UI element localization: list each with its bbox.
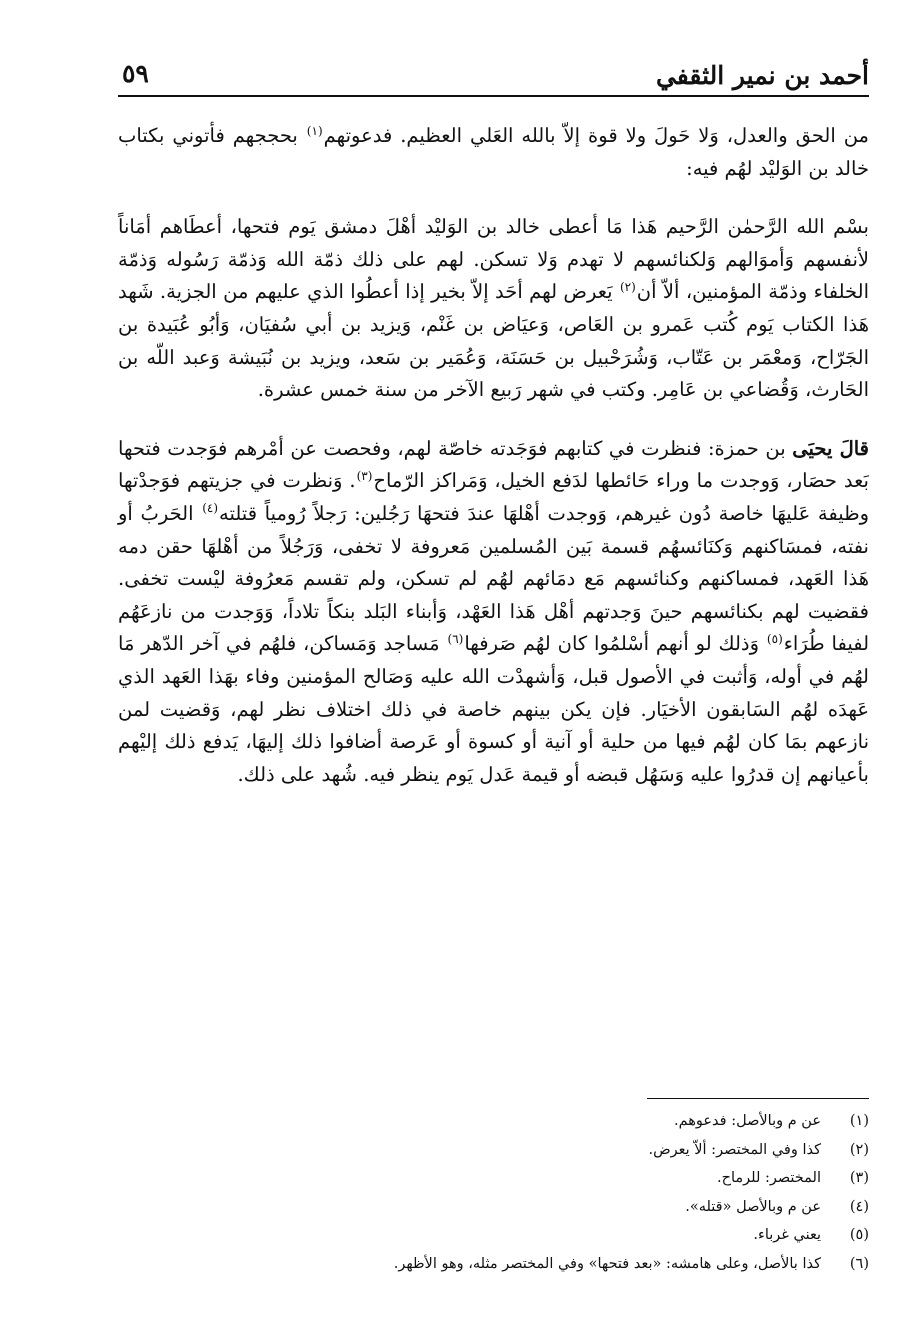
- footnote-mark: (٥): [849, 1227, 869, 1243]
- footnote-6: [118, 1250, 869, 1279]
- footnote-5: [118, 1221, 869, 1250]
- footnote-text: عن م وبالأصل «قتله».: [685, 1198, 821, 1215]
- paragraph-2: [118, 211, 869, 407]
- book-page: [118, 0, 869, 1344]
- main-text: [118, 120, 869, 791]
- footnote-text: عن م وبالأصل: فدعوهم.: [674, 1113, 821, 1129]
- paragraph-3-part-c: الحَربُ أو نفته، فمسَاكنهم وَكنَائسهُم قسمة بَين المُسلمين مَعروفة لا تخفى، وَرَجُلاً من أهْلهَا حقن دمه هَذا العَهد، فمساكنهم وكنائسهم مَع دمَائهم لهُم لم تسكن، ولم تقسم مَعرُوفة ليْست تخفى. فقضيت لهم بكنائسهم حينَ وَجدتهم أهْل هَذا العَهْد، وَأبناء البَلد بنكاً تلاداً، وَوَجدت من نازعَهُم لفيفا طُرَاء: [118, 501, 870, 656]
- paragraph-3-part-d: وَذلك لو أنهم أسْلمُوا كان لهُم صَرفها: [464, 632, 766, 656]
- footnote-text: كذا وفي المختصر: ألاّ يعرض.: [648, 1141, 821, 1158]
- footnote-ref-6: (٦): [447, 631, 464, 646]
- footnote-separator: [647, 1098, 869, 1099]
- paragraph-2-part-b: يَعرض لهم أحَد إلاّ بخير إذا أعطُوا الذي عليهم من الجزية. شَهد هَذا الكتاب يَوم كُتب عَمرو بن العَاص، وَعيَاض بن غَنْم، وَيزيد بن أبي سُفيَان، وَأبُو عُبَيدة بن الجَرّاح، وَمعْمَر بن عَتّاب، وَشُرَحْبيل بن حَسَنَة، وَعُمَير بن سَعد، ويزيد بن نُبَيشة وَعبد اللّه بن الحَارث، وَقُضاعي بن عَامِر. وكتب في شهر رَبيع الآخر من سنة خمس عشرة.: [118, 280, 869, 402]
- footnote-1: [118, 1107, 869, 1136]
- footnote-mark: (١): [849, 1113, 869, 1129]
- header-rule: [118, 95, 869, 97]
- footnote-ref-5: (٥): [766, 631, 783, 646]
- footnote-text: كذا بالأصل، وعلى هامشه: «بعد فتحها» وفي المختصر مثله، وهو الأظهر.: [393, 1255, 821, 1272]
- paragraph-3-part-b: . وَنظرت في جزيتهم فوَجدْتها وظيفة عَليهَا خاصة دُون غيرهم، وَوجدت أهْلهَا عندَ فتحهَا رَجُلين: رَجلاً رُومياً قتلته: [118, 469, 870, 525]
- paragraph-3-speaker: قالَ يحيَى: [792, 436, 869, 460]
- paragraph-2-part-a: بسْم الله الرَّحمٰن الرَّحيم هَذا مَا أعطى خالد بن الوَليْد أهْلَ دمشق يَوم فتحها، أعطَاهم أمَاناً لأنفسهم وَأموَالهم وَلكنائسهم لا تهدم وَلا تسكن. لهم على ذلك ذمّة الله وَذمّة رَسُوله وَذمّة الخلفاء وذمّة المؤمنين، ألاّ أن: [118, 215, 870, 304]
- footnote-mark: (٣): [849, 1170, 869, 1186]
- paragraph-1-part-a: من الحق والعدل، وَلا حَولَ ولا قوة إلاّ بالله العَلي العظيم. فدعوتهم: [323, 124, 870, 147]
- paragraph-3-part-a: بن حمزة: فنظرت في كتابهم فوَجَدته خاصّة لهم، وفحصت عن أمْرهم فوَجدت فتحها بَعد حصَار، وَوجدت ما وراء حَائطها لدَفع الخيل، وَمَراكز الرّماح: [118, 436, 869, 493]
- footnote-mark: (٢): [849, 1141, 869, 1158]
- paragraph-3-part-e: مَساجد وَمَساكن، فلهُم في آخر الدّهر مَا لهُم في أوله، وَأثبت في الأصول قبل، وَأشهدْت الله عليه وَصَالح المؤمنين وفاء بهَذا العَهد الذي عَهدَه لهُم السَابقون الأخيَار. فإن يكن بينهم خاصة في ذلك اختلاف نظر لهم، وَقضيت لمن نازعهم بمَا كان لهُم فيها من حلية أو آنية أو كسوة أو عَرصة أضافوا ذلك إليهَا، يَدفع ذلك إليْهم بأعيانهم إن قدرُوا عليه وَسَهُل قبضه أو قيمة عَدل يَوم ينظر فيه. شُهد على ذلك.: [118, 632, 869, 786]
- footnote-3: [118, 1164, 869, 1193]
- footnote-4: [118, 1193, 869, 1222]
- footnote-text: المختصر: للرماح.: [716, 1170, 821, 1186]
- footnote-ref-2: (٢): [619, 279, 636, 294]
- paragraph-3: [118, 433, 869, 792]
- footnote-ref-4: (٤): [202, 501, 219, 516]
- footnote-ref-3: (٣): [356, 468, 373, 483]
- paragraph-1: [118, 120, 869, 185]
- footnote-mark: (٤): [849, 1198, 869, 1215]
- running-header-title: أحمد بن نمير الثقفي: [655, 61, 869, 90]
- footnote-mark: (٦): [849, 1255, 869, 1272]
- page-number: ٥٩: [122, 59, 149, 88]
- footnote-ref-1: (١): [306, 123, 323, 138]
- running-header: [118, 55, 869, 95]
- footnote-2: [118, 1136, 869, 1165]
- footnote-text: يعني غرباء.: [753, 1227, 821, 1243]
- paragraph-1-part-b: بحججهم فأتوني بكتاب خالد بن الوَليْد لهُم فيه:: [118, 124, 869, 180]
- footnotes: [118, 1107, 869, 1278]
